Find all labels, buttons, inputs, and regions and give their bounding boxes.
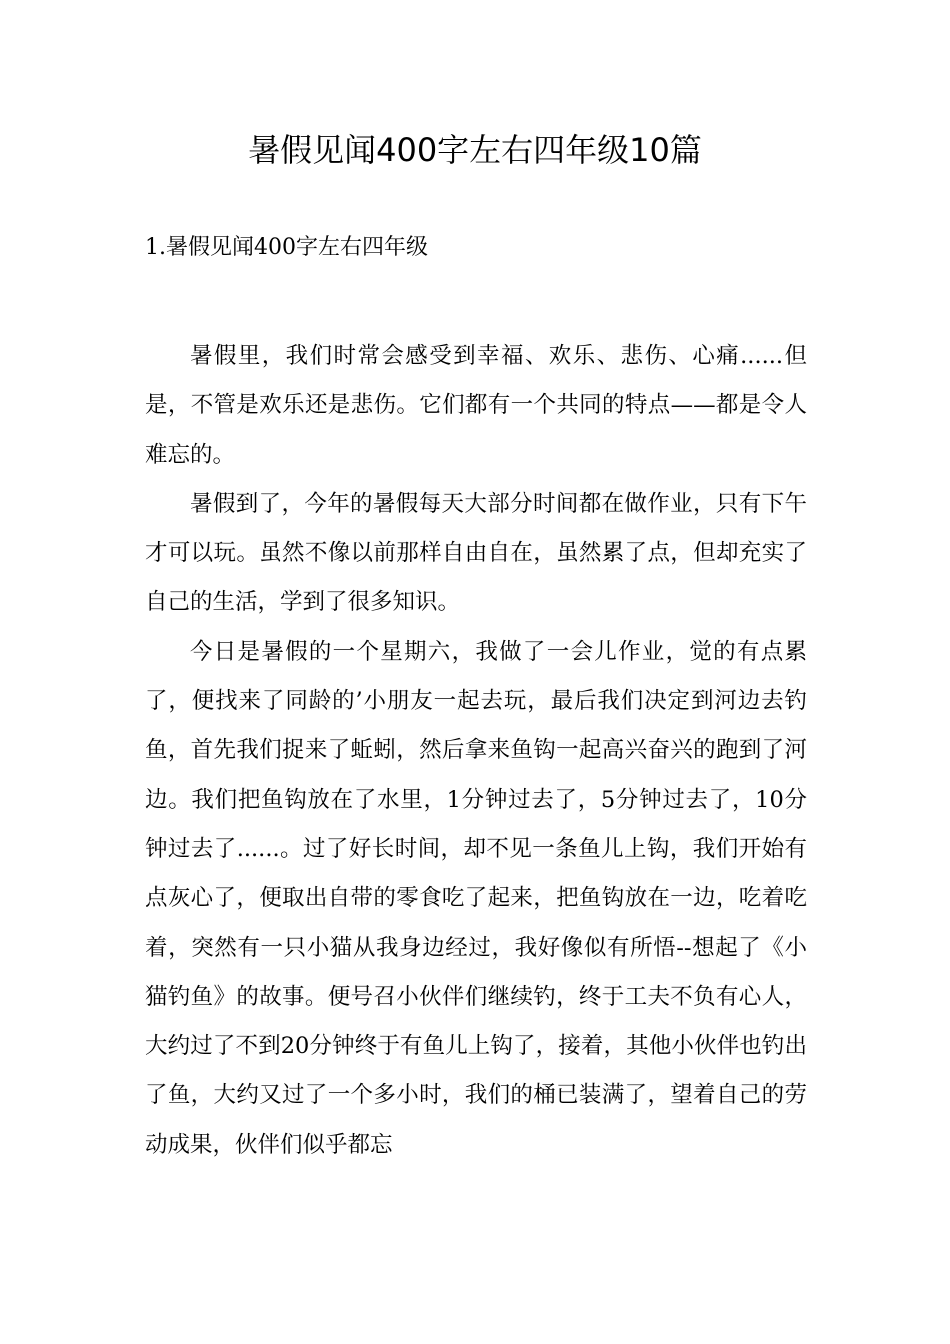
section-heading: 1.暑假见闻400字左右四年级 [145, 235, 428, 260]
article-body [145, 332, 807, 1170]
paragraph: 暑假里，我们时常会感受到幸福、欢乐、悲伤、心痛......但是，不管是欢乐还是悲伤。它们都有一个共同的特点——都是令人难忘的。 [145, 343, 807, 468]
paragraph: 暑假到了，今年的暑假每天大部分时间都在做作业，只有下午才可以玩。虽然不像以前那样自由自在，虽然累了点，但却充实了自己的生活，学到了很多知识。 [145, 490, 807, 616]
paragraph: 今日是暑假的一个星期六，我做了一会儿作业，觉的有点累了，便找来了同龄的’小朋友一起去玩，最后我们决定到河边去钓鱼，首先我们捉来了蚯蚓，然后拿来鱼钩一起高兴奋兴的跑到了河边。我们把鱼钩放在了水里，1分钟过去了，5分钟过去了，10分钟过去了......。过了好长时间，却不见一条鱼儿上钩，我们开始有点灰心了，便取出自带的零食吃了起来，把鱼钩放在一边，吃着吃着，突然有一只小猫从我身边经过，我好像似有所悟--想起了《小猫钓鱼》的故事。便号召小伙伴们继续钓，终于工夫不负有心人，大约过了不到20分钟终于有鱼儿上钩了，接着，其他小伙伴也钓出了鱼，大约又过了一个多小时，我们的桶已装满了，望着自己的劳动成果，伙伴们似乎都忘 [145, 638, 807, 1158]
document-title: 暑假见闻400字左右四年级10篇 [248, 131, 702, 169]
